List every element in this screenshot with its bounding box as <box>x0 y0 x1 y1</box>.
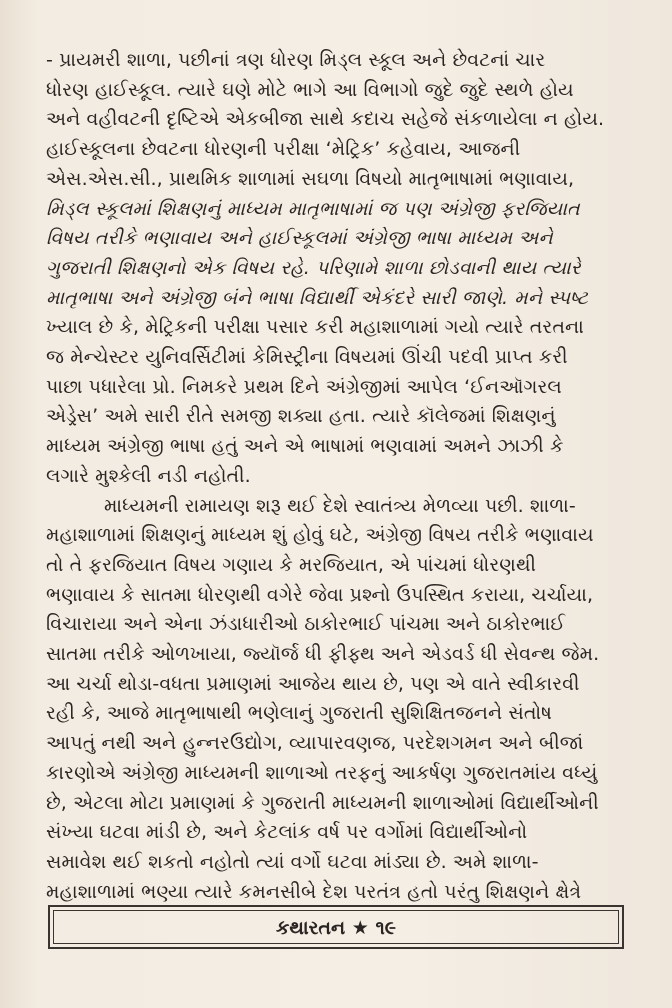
text-line: વિષય તરીકે ભણાવાય અને હાઈસ્કૂલમાં અંગ્રેજી ભાષા માધ્યમ અને <box>46 227 553 250</box>
text-line: અને વહીવટની દૃષ્ટિએ એકબીજા સાથે કદાચ સહેજે સંકળાયેલા ન હોય. <box>46 108 605 131</box>
text-line: કારણોએ અંગ્રેજી માધ્યમની શાળાઓ તરફનું આકર્ષણ ગુજરાતમાંય વધ્યું <box>46 761 598 784</box>
text-line: ખ્યાલ છે કે, મેટ્રિકની પરીક્ષા પસાર કરી મહાશાળામાં ગયો ત્યારે તરતના <box>46 316 584 339</box>
text-line: આપતું નથી અને હુન્નરઉદ્યોગ, વ્યાપારવણજ, પરદેશગમન અને બીજાં <box>46 732 584 755</box>
footer-title-page-number: કથારતન ★ ૧૯ <box>275 917 397 939</box>
text-line: મિડ્લ સ્કૂલમાં શિક્ષણનું માધ્યમ માતૃભાષામાં જ પણ અંગ્રેજી ફરજિયાત <box>46 197 580 220</box>
text-line: લગારે મુશ્કેલી નડી નહોતી. <box>46 464 251 487</box>
text-line: સાતમા તરીકે ઓળખાયા, જ્યૉર્જ ધી ફીફ્થ અને એડવર્ડ ધી સેવન્થ જેમ. <box>46 643 600 666</box>
text-line: હાઈસ્કૂલના છેવટના ધોરણની પરીક્ષા ‘મેટ્રિક’ કહેવાય, આજની <box>46 138 521 161</box>
paragraph-2 <box>46 492 628 908</box>
text-line: વિચારાયા અને એના ઝંડાધારીઓ ઠાકોરભાઈ પાંચમા અને ઠાકોરભાઈ <box>46 613 566 636</box>
text-line: સમાવેશ થઈ શકતો નહોતો ત્યાં વર્ગો ઘટવા માંડ્યા છે. અમે શાળા- <box>46 850 539 873</box>
text-line: માધ્યમ અંગ્રેજી ભાષા હતું અને એ ભાષામાં ભણવામાં અમને ઝાઝી કે <box>46 435 564 458</box>
text-line: એડ્રેસ’ અમે સારી રીતે સમજી શક્યા હતા. ત્યારે કૉલેજમાં શિક્ષણનું <box>46 405 556 428</box>
text-line: મહાશાળામાં શિક્ષણનું માધ્યમ શું હોવું ઘટે, અંગ્રેજી વિષય તરીકે ભણાવાય <box>46 524 594 547</box>
text-line: માધ્યમની રામાયણ શરૂ થઈ દેશે સ્વાતંત્ર્ય મેળવ્યા પછી. શાળા- <box>104 494 576 517</box>
paragraph-1 <box>46 46 628 492</box>
text-line: મહાશાળામાં ભણ્યા ત્યારે કમનસીબે દેશ પરતંત્ર હતો પરંતુ શિક્ષણને ક્ષેત્રે <box>46 880 582 903</box>
text-line: તો તે ફરજિયાત વિષય ગણાય કે મરજિયાત, એ પાંચમાં ધોરણથી <box>46 553 537 576</box>
text-line: ગુજરાતી શિક્ષણનો એક વિષય રહે. પરિણામે શાળા છોડવાની થાય ત્યારે <box>46 256 581 279</box>
text-line: રહી કે, આજે માતૃભાષાથી ભણેલાનું ગુજરાતી સુશિક્ષિતજનને સંતોષ <box>46 702 552 725</box>
text-line: આ ચર્ચા થોડા-વધતા પ્રમાણમાં આજેય થાય છે, પણ એ વાતે સ્વીકારવી <box>46 672 580 695</box>
text-line: ધોરણ હાઈસ્કૂલ. ત્યારે ઘણે મોટે ભાગે આ વિભાગો જુદે જુદે સ્થળે હોય <box>46 78 574 101</box>
text-line: જ મેન્ચેસ્ટર યુનિવર્સિટીમાં કેમિસ્ટ્રીના વિષયમાં ઊંચી પદવી પ્રાપ્ત કરી <box>46 346 568 369</box>
page-footer <box>48 905 624 949</box>
text-line: એસ.એસ.સી., પ્રાથમિક શાળામાં સઘળા વિષયો માતૃભાષામાં ભણાવાય, <box>46 167 575 190</box>
text-line: સંખ્યા ઘટવા માંડી છે, અને કેટલાંક વર્ષ પર વર્ગોમાં વિદ્યાર્થીઓનો <box>46 821 528 844</box>
body-text <box>46 46 628 907</box>
text-line: ભણાવાય કે સાતમા ધોરણથી વગેરે જેવા પ્રશ્નો ઉપસ્થિત કરાયા, ચર્ચાયા, <box>46 583 594 606</box>
text-line: - પ્રાયમરી શાળા, પછીનાં ત્રણ ધોરણ મિડ્લ સ્કૂલ અને છેવટનાં ચાર <box>46 49 546 71</box>
text-line: પાછા પધારેલા પ્રો. નિમકરે પ્રથમ દિને અંગ્રેજીમાં આપેલ ‘ઈનઑગરલ <box>46 375 562 398</box>
text-line: માતૃભાષા અને અંગ્રેજી બંને ભાષા વિદ્યાર્થી એકંદરે સારી જાણે. મને સ્પષ્ટ <box>46 286 588 309</box>
text-line: છે, એટલા મોટા પ્રમાણમાં કે ગુજરાતી માધ્યમની શાળાઓમાં વિદ્યાર્થીઓની <box>46 791 599 814</box>
